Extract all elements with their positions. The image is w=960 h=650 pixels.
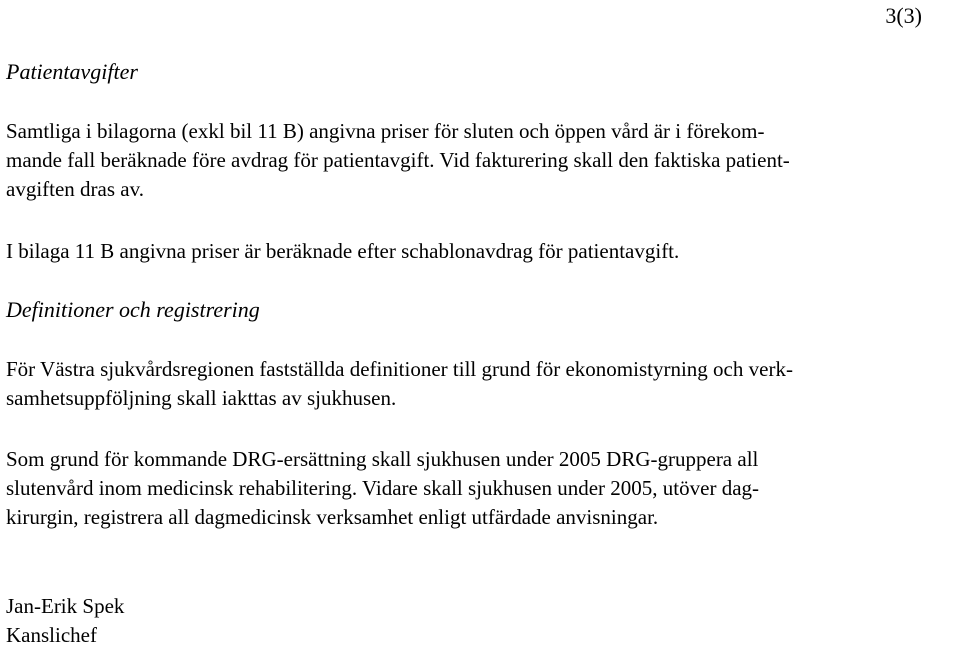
paragraph-definitioner: [6, 355, 946, 413]
page-number: 3(3): [885, 3, 922, 28]
paragraph-line: Som grund för kommande DRG-ersättning skall sjukhusen under 2005 DRG-gruppera all: [6, 447, 759, 471]
paragraph-line: För Västra sjukvårdsregionen fastställda definitioner till grund för ekonomistyrning och verk-: [6, 357, 793, 381]
paragraph-bilaga-11b: [6, 237, 946, 266]
section-heading-definitioner: Definitioner och registrering: [6, 297, 260, 322]
section-heading-patientavgifter: Patientavgifter: [6, 59, 138, 84]
paragraph-line: mande fall beräknade före avdrag för patientavgift. Vid fakturering skall den faktiska patient-: [6, 148, 790, 172]
signature-block: [6, 592, 124, 650]
signature-name: Jan-Erik Spek: [6, 594, 125, 618]
paragraph-line: kirurgin, registrera all dagmedicinsk verksamhet enligt utfärdade anvisningar.: [6, 505, 659, 529]
paragraph-line: I bilaga 11 B angivna priser är beräknade efter schablonavdrag för patientavgift.: [6, 239, 680, 263]
paragraph-patientavgift-pricing: [6, 117, 946, 204]
paragraph-line: avgiften dras av.: [6, 177, 144, 201]
paragraph-line: samhetsuppföljning skall iakttas av sjukhusen.: [6, 386, 397, 410]
paragraph-line: Samtliga i bilagorna (exkl bil 11 B) angivna priser för sluten och öppen vård är i förekom-: [6, 119, 765, 143]
signature-title: Kanslichef: [6, 623, 97, 647]
paragraph-drg-ersattning: [6, 445, 946, 532]
paragraph-line: slutenvård inom medicinsk rehabilitering. Vidare skall sjukhusen under 2005, utöver dag-: [6, 476, 760, 500]
